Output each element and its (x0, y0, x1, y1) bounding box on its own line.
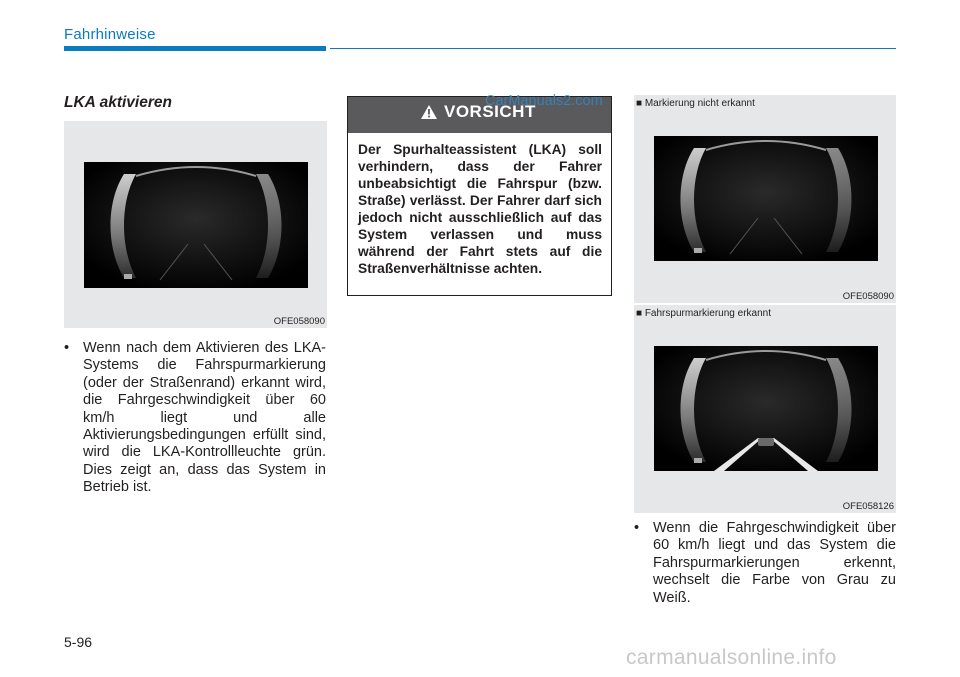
cluster-display-image-1 (654, 136, 878, 261)
figure-code: OFE058090 (273, 316, 325, 327)
section-title: Fahrhinweise (64, 26, 156, 43)
caution-box (347, 96, 612, 296)
caution-text: Der Spurhalteassistent (LKA) soll verhindern, dass der Fahrer unbeabsichtigt die Fahrspur (bzw. Straße) verlässt. Der Fahrer darf sich jedoch nicht ausschließlich auf das System verlassen und muss während der Fahrt stets auf die Straßenverhältnisse achten. (358, 142, 602, 276)
figure-caption-1: ■ Markierung nicht erkannt (636, 98, 755, 109)
caution-title: VORSICHT (444, 102, 536, 121)
watermark-bottom: carmanualsonline.info (626, 646, 837, 669)
header-rule-thin (330, 48, 896, 49)
cluster-display-graphic (84, 162, 308, 288)
figure-code-2: OFE058126 (842, 501, 894, 512)
cluster-display-image (84, 162, 308, 288)
header-rule-thick (64, 46, 326, 51)
figure-right-2 (634, 305, 896, 513)
page-number: 5-96 (64, 634, 93, 650)
watermark-top: CarManuals2.com (485, 93, 603, 109)
bullet-text: Wenn die Fahrgeschwindigkeit über 60 km/h liegt und das System die Fahrspurmarkierungen erkennt, wechselt die Farbe von Grau zu Weiß. (653, 520, 896, 606)
bullet-lka-active (64, 340, 326, 497)
figure-left (64, 121, 327, 328)
figure-right-1 (634, 95, 896, 303)
bullet-dot: • (634, 520, 640, 536)
cluster-display-graphic-2 (654, 346, 878, 471)
bullet-dot: • (64, 340, 70, 356)
figure-code-1: OFE058090 (842, 291, 894, 302)
cluster-display-image-2 (654, 346, 878, 471)
cluster-display-graphic-1 (654, 136, 878, 261)
heading-lka-activate: LKA aktivieren (64, 94, 172, 111)
figure-caption-2: ■ Fahrspurmarkierung erkannt (636, 308, 771, 319)
bullet-text: Wenn nach dem Aktivieren des LKA-Systems die Fahrspurmarkierung (oder der Straßenrand) erkannt wird, die Fahrgeschwindigkeit über 60 km/h liegt und alle Aktivierungsbedingungen erfüllt sind, wird die LKA-Kontrollleuchte grün. Dies zeigt an, dass das System in Betrieb ist. (83, 340, 326, 496)
warning-triangle-icon (420, 104, 438, 125)
bullet-color-change (634, 520, 896, 607)
